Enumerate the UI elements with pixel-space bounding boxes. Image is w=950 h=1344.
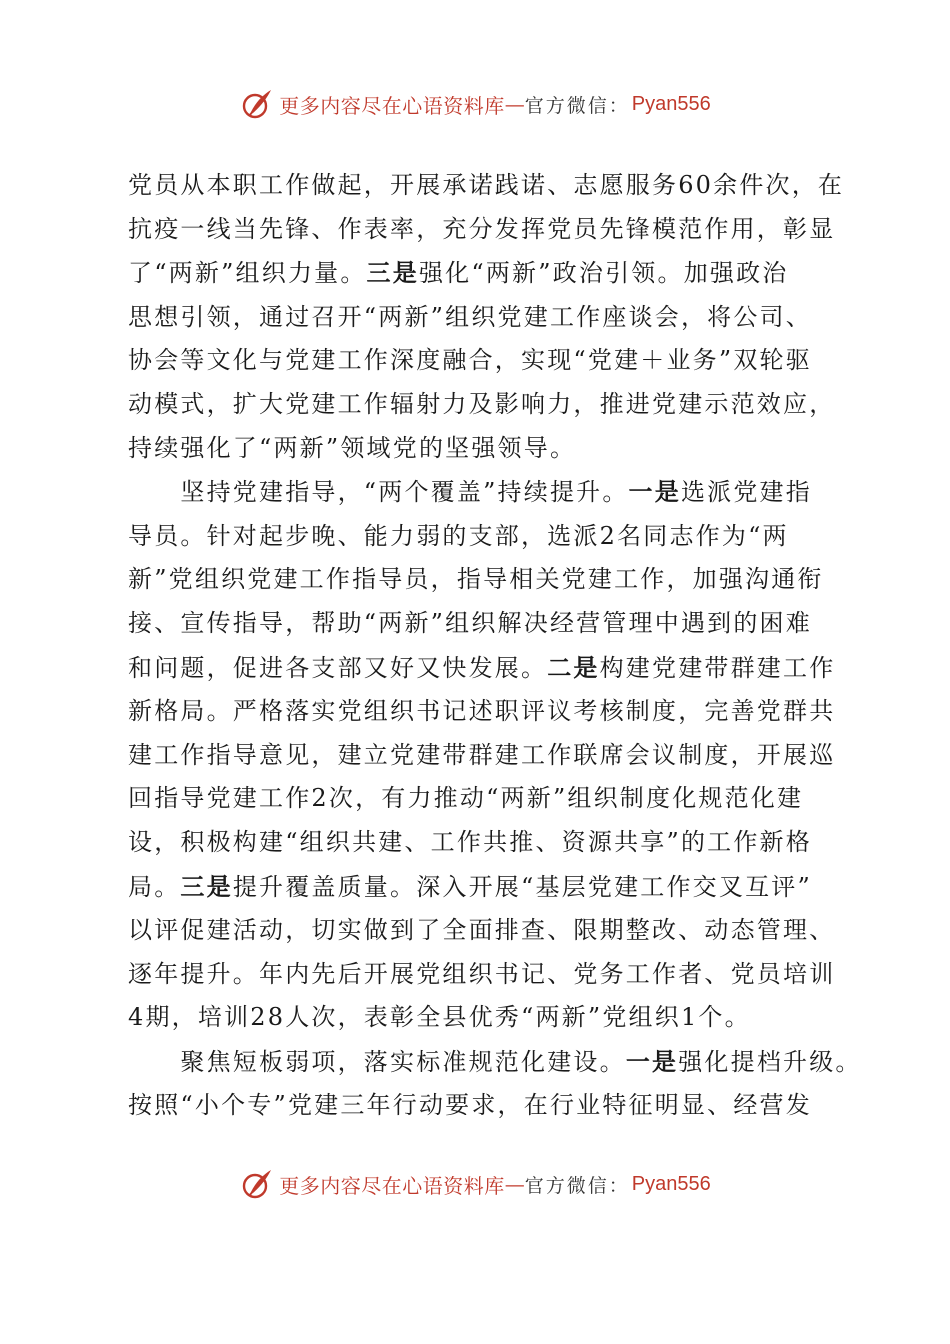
banner-dash: —: [504, 92, 525, 116]
text-run: 新格局。严格落实党组织书记述职评议考核制度，完善党群共: [128, 697, 836, 726]
banner-wechat-id: Pyan556: [631, 92, 711, 115]
feather-pen-logo-icon: [239, 86, 275, 122]
feather-pen-logo-icon: [239, 1166, 275, 1202]
text-line: [128, 821, 834, 865]
text-run: 和问题，促进各支部又好又快发展。: [128, 653, 548, 682]
body-paragraph: [128, 1040, 862, 1128]
text-run: 党员从本职工作做起，开展承诺践诺、志愿服务60余件次，在: [128, 171, 845, 199]
banner-brand-text: 更多内容尽在心语资料库: [279, 93, 505, 118]
text-run: 建工作指导意见，建立党建带群建工作联席会议制度，开展巡: [128, 740, 836, 769]
header-watermark-banner: [0, 86, 950, 122]
text-line: [128, 646, 834, 691]
text-line: [128, 1040, 862, 1085]
text-line: [128, 602, 834, 646]
banner-wechat-label: 官方微信：: [524, 94, 630, 117]
text-run: 4期，培训28人次，表彰全县优秀“两新”党组织1个。: [128, 1003, 751, 1032]
text-run: 选派党建指: [680, 478, 812, 507]
text-run: 强化“两新”政治引领。加强政治: [418, 259, 789, 288]
text-run: 动模式，扩大党建工作辐射力及影响力，推进党建示范效应，: [128, 389, 836, 418]
banner-brand-text: 更多内容尽在心语资料库: [279, 1173, 505, 1198]
text-run: 导员。针对起步晚、能力弱的支部，选派2名同志作为“两: [128, 521, 789, 550]
text-run: 抗疫一线当先锋、作表率，充分发挥党员先锋模范作用，彰显: [128, 214, 836, 243]
text-run: 接、宣传指导，帮助“两新”组织解决经营管理中遇到的困难: [128, 608, 812, 637]
text-run: 设，积极构建“组织共建、工作共推、资源共享”的工作新格: [128, 827, 812, 856]
bold-keyword: 二是: [547, 652, 600, 682]
text-line: [128, 558, 834, 602]
text-line: [128, 470, 834, 515]
text-line: [128, 208, 834, 252]
text-run: 强化提档升级。: [678, 1047, 862, 1076]
text-run: 坚持党建指导，“两个覆盖”持续提升。: [128, 478, 629, 507]
text-run: 局。: [128, 872, 181, 901]
text-line: [128, 515, 834, 559]
text-line: [128, 690, 834, 734]
body-paragraph: [128, 164, 845, 470]
text-line: [128, 777, 834, 821]
text-run: 逐年提升。年内先后开展党组织书记、党务工作者、党员培训: [128, 959, 836, 988]
text-line: [128, 1084, 834, 1128]
banner-wechat-label: 官方微信：: [524, 1174, 630, 1197]
bold-keyword: 三是: [366, 258, 419, 288]
text-line: [128, 953, 834, 997]
text-line: [128, 865, 834, 910]
footer-watermark-banner: [0, 1166, 950, 1202]
text-run: 构建党建带群建工作: [599, 653, 836, 682]
text-line: [128, 383, 834, 427]
text-run: 提升覆盖质量。深入开展“基层党建工作交叉互评”: [232, 872, 812, 901]
text-run: 持续强化了“两新”领域党的坚强领导。: [128, 433, 577, 462]
bold-keyword: 一是: [625, 1046, 679, 1076]
document-body: [128, 164, 862, 1128]
text-line: [128, 296, 834, 340]
text-run: 聚焦短板弱项，落实标准规范化建设。: [128, 1047, 626, 1076]
text-run: 协会等文化与党建工作深度融合，实现“党建＋业务”双轮驱: [128, 346, 812, 375]
body-paragraph: [128, 470, 834, 1040]
text-run: 按照“小个专”党建三年行动要求，在行业特征明显、经营发: [128, 1091, 812, 1120]
text-line: [128, 909, 834, 953]
banner-wechat-id: Pyan556: [631, 1172, 711, 1195]
text-line: [128, 427, 834, 471]
banner-dash: —: [504, 1172, 525, 1196]
bold-keyword: 三是: [180, 871, 233, 901]
text-line: [128, 251, 834, 296]
text-run: 思想引领，通过召开“两新”组织党建工作座谈会，将公司、: [128, 302, 812, 331]
text-line: [128, 734, 834, 778]
bold-keyword: 一是: [628, 477, 681, 507]
text-run: 了“两新”组织力量。: [128, 259, 367, 288]
text-run: 回指导党建工作2次，有力推动“两新”组织制度化规范化建: [128, 784, 804, 813]
text-line: [128, 339, 834, 383]
text-line: [128, 996, 834, 1040]
text-run: 新”党组织党建工作指导员，指导相关党建工作，加强沟通衔: [128, 565, 824, 594]
text-run: 以评促建活动，切实做到了全面排查、限期整改、动态管理、: [128, 916, 836, 945]
text-line: [128, 164, 845, 208]
